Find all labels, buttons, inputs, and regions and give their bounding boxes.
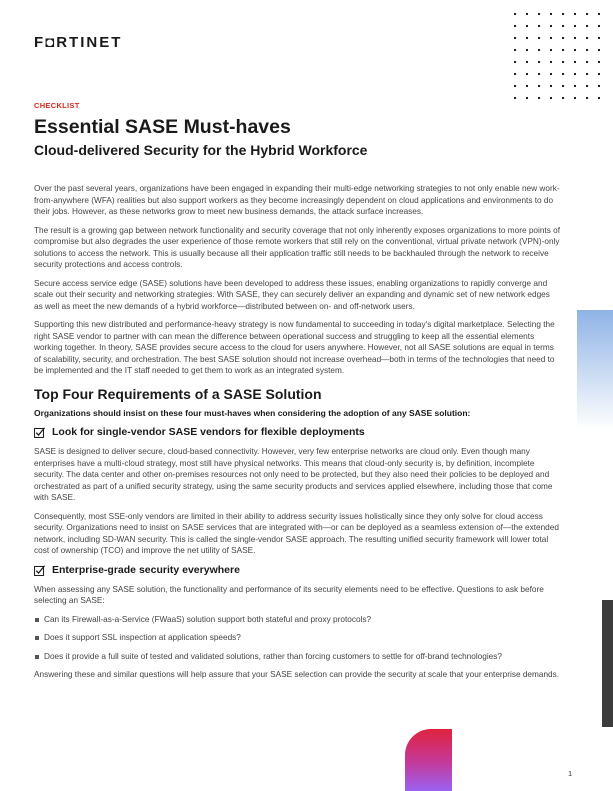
page-number: 1 [568,769,573,778]
requirement-title: Enterprise-grade security everywhere [52,563,240,576]
requirement-paragraph: SASE is designed to deliver secure, cloud-based connectivity. However, very few enterprise networks are cloud only. Even though many enterprises have a multi-cloud strategy, most still have physical networks. This means that cloud-only security is, by definition, incomplete security. The data center and other on-premises resources not only need to be protected, but they also need their policies to be deployed and orchestrated as part of a unified security strategy, using the same security products and services applied elsewhere, including those that come with SASE. [34,447,553,502]
requirement-paragraph: Consequently, most SSE-only vendors are limited in their ability to address security issues holistically since they only solve for cloud access security. Organizations need to insist on SASE services that are integrated with—or can be deployed as a seamless extension of—the extended network, including SD-WAN security. This is called the single-vendor SASE approach. The resulting unified security framework will lower total cost of ownership (TCO) and improve the net utility of SASE. [34,511,559,555]
blue-side-bar [577,310,613,430]
requirement-heading-2 [34,564,560,577]
section-lead: Organizations should insist on these four must-haves when considering the adoption of any SASE solution: [34,407,471,418]
list-item: Does it support SSL inspection at application speeds? [34,632,560,644]
intro-paragraph: Over the past several years, organizations have been engaged in expanding their multi-edge networking strategies to not only enable new work-from-anywhere (WFA) realities but also support workers as they become increasingly dependent on cloud applications and environments to do their jobs. However, as these networks grow to meet new business demands, the attack surface increases. [34,184,560,216]
requirement-heading-1 [34,426,560,439]
requirement-title: Look for single-vendor SASE vendors for flexible deployments [52,426,365,438]
intro-paragraph: Secure access service edge (SASE) solutions have been developed to address these issues, enabling organizations to rapidly converge and scale out their security and networking strategies. With SASE, they can securely deliver an expanding and dynamic set of new network edges as well as meet the new demands of a hybrid workforce—distributed between on- and off-network users. [34,278,550,311]
checkbox-checked-icon [34,565,45,576]
page-title: Essential SASE Must-haves [34,116,291,138]
checkbox-checked-icon [34,427,45,438]
fortinet-logo: F◘RTINET [34,34,123,51]
dot-pattern-decoration [509,8,605,100]
page-subtitle: Cloud-delivered Security for the Hybrid Workforce [34,142,368,158]
section-heading: Top Four Requirements of a SASE Solution [34,385,322,402]
intro-paragraph: The result is a growing gap between network functionality and security coverage that not only inherently exposes organizations to more points of compromise but also degrades the user experience of those remote workers that still rely on the conventional, virtual private network (VPN)-only solutions to access the network. This is usually because all their application traffic still needs to be backhauled through the network to receive security protections and access controls. [34,225,561,269]
grey-side-bar [602,600,613,727]
eyebrow-label: CHECKLIST [34,101,80,110]
requirement-paragraph: When assessing any SASE solution, the functionality and performance of its security elements need to be effective. Questions to ask before selecting an SASE: [34,584,544,605]
gradient-corner-shape [405,729,452,791]
requirement-paragraph: Answering these and similar questions will help assure that your SASE selection can provide the security at scale that your enterprise demands. [34,670,560,679]
intro-paragraph: Supporting this new distributed and performance-heavy strategy is now fundamental to succeeding in today's digital marketplace. Selecting the right SASE vendor to partner with can mean the difference between operational success and struggling to keep all the essential elements working together. In theory, SASE provides secure access to the cloud for users anywhere. However, not all SASE solutions are equal in terms of scalability, security, and orchestration. The best SASE solution should not increase overhead—both in terms of the technologies that need to be implemented and the IT staff needed to get them to work as an integrated system. [34,320,555,375]
list-item: Can its Firewall-as-a-Service (FWaaS) solution support both stateful and proxy protocols? [34,614,560,626]
list-item: Does it provide a full suite of tested and validated solutions, rather than forcing customers to settle for off-brand technologies? [34,651,560,663]
document-body [34,183,560,688]
question-list [34,614,560,663]
